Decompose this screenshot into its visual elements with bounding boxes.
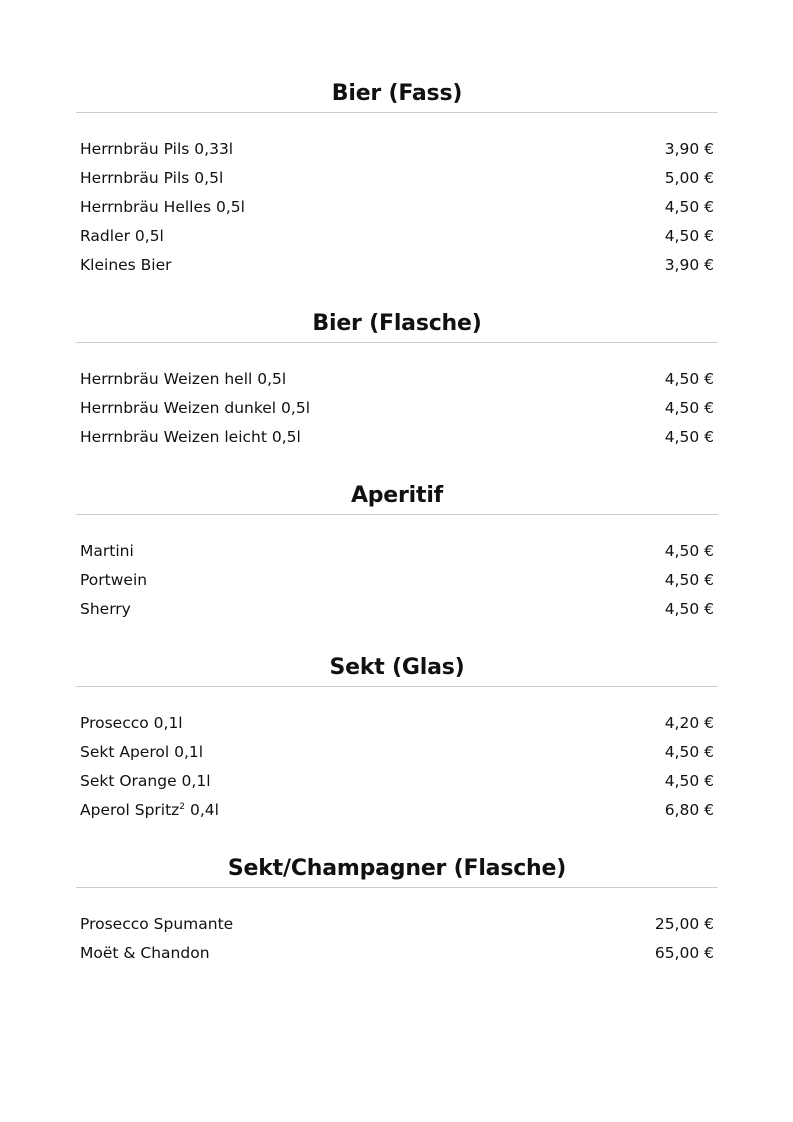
item-price: 5,00 €: [664, 169, 714, 187]
section-bier-fass: [76, 76, 718, 280]
item-price: 4,50 €: [664, 227, 714, 245]
section-title: Bier (Fass): [331, 81, 463, 106]
menu-item: [76, 193, 718, 222]
item-name: Kleines Bier: [80, 256, 172, 274]
item-price: 4,20 €: [664, 714, 714, 732]
menu-item: [76, 251, 718, 280]
menu-item: [76, 537, 718, 566]
item-name: Sherry: [80, 600, 131, 618]
section-spacer: [76, 452, 718, 478]
item-name: [80, 796, 219, 825]
item-name: Prosecco Spumante: [80, 915, 234, 933]
item-price: 4,50 €: [664, 198, 714, 216]
item-price: 4,50 €: [664, 743, 714, 761]
item-price: 4,50 €: [664, 399, 714, 417]
item-name: Moët & Chandon: [80, 944, 210, 962]
section-title: Sekt (Glas): [329, 655, 465, 680]
menu-item: [76, 394, 718, 423]
section-spacer: [76, 825, 718, 851]
item-name: Herrnbräu Pils 0,5l: [80, 169, 224, 187]
section-spacer: [76, 624, 718, 650]
menu-item: [76, 595, 718, 624]
menu-item: [76, 365, 718, 394]
item-name: Herrnbräu Weizen leicht 0,5l: [80, 428, 301, 446]
section-spacer: [76, 280, 718, 306]
section-title: Sekt/Champagner (Flasche): [227, 856, 567, 881]
item-name: Prosecco 0,1l: [80, 714, 183, 732]
item-price: 4,50 €: [664, 542, 714, 560]
menu-item-list: [76, 888, 718, 968]
section-sekt-champagner-flasche: [76, 851, 718, 968]
menu-item-list: [76, 515, 718, 624]
menu-item: [76, 164, 718, 193]
item-name: Herrnbräu Pils 0,33l: [80, 140, 234, 158]
menu-item-list: [76, 687, 718, 825]
menu-item: [76, 135, 718, 164]
section-aperitif: [76, 478, 718, 624]
item-name: Sekt Orange 0,1l: [80, 772, 211, 790]
menu-item-list: [76, 343, 718, 452]
item-name-text: Aperol Spritz: [80, 801, 180, 819]
item-name: Sekt Aperol 0,1l: [80, 743, 204, 761]
item-name: Radler 0,5l: [80, 227, 164, 245]
item-price: 4,50 €: [664, 428, 714, 446]
item-price: 4,50 €: [664, 772, 714, 790]
menu-item: [76, 738, 718, 767]
item-price: 4,50 €: [664, 571, 714, 589]
section-title: Bier (Flasche): [312, 311, 482, 336]
item-price: 4,50 €: [664, 370, 714, 388]
section-bier-flasche: [76, 306, 718, 452]
item-name: Portwein: [80, 571, 148, 589]
item-price: 65,00 €: [654, 944, 714, 962]
menu-item: [76, 910, 718, 939]
section-title: Aperitif: [350, 483, 444, 508]
menu-item-list: [76, 113, 718, 280]
menu-item: [76, 709, 718, 738]
drinks-menu-page: [76, 76, 718, 968]
item-name: Martini: [80, 542, 134, 560]
item-name: Herrnbräu Weizen hell 0,5l: [80, 370, 287, 388]
menu-item: [76, 767, 718, 796]
item-price: 25,00 €: [654, 915, 714, 933]
item-price: 3,90 €: [664, 256, 714, 274]
item-price: 6,80 €: [664, 801, 714, 819]
footnote-marker: 2: [179, 801, 186, 812]
menu-item: [76, 939, 718, 968]
item-price: 4,50 €: [664, 600, 714, 618]
menu-item: [76, 222, 718, 251]
section-sekt-glas: [76, 650, 718, 825]
item-price: 3,90 €: [664, 140, 714, 158]
item-name: Herrnbräu Weizen dunkel 0,5l: [80, 399, 310, 417]
menu-item: [76, 566, 718, 595]
menu-item: [76, 796, 718, 825]
menu-item: [76, 423, 718, 452]
item-name-suffix: 0,4l: [185, 801, 219, 819]
item-name: Herrnbräu Helles 0,5l: [80, 198, 245, 216]
